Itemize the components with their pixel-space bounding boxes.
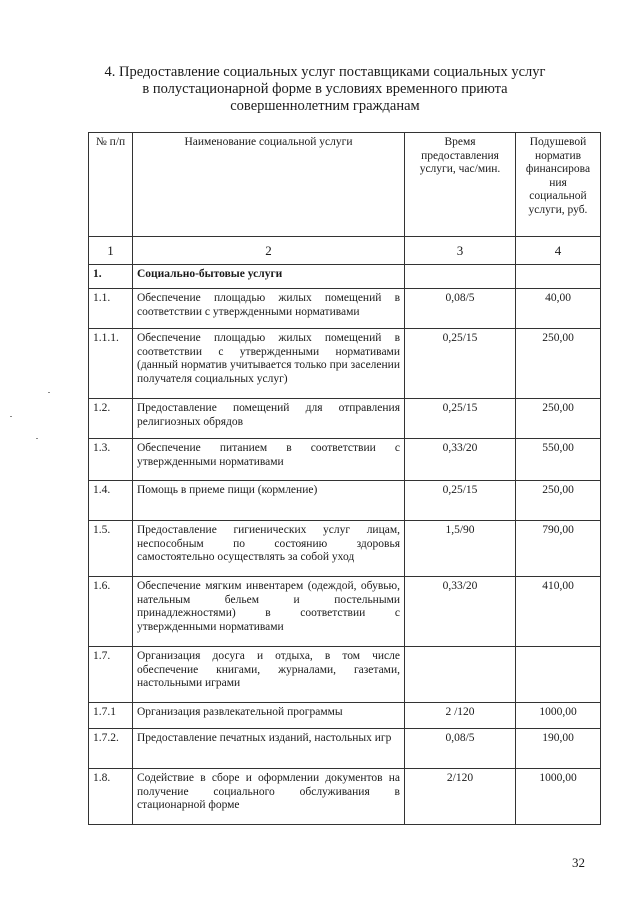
header-num: № п/п	[89, 133, 133, 237]
row-num: 1.1.1.	[89, 329, 133, 399]
row-time: 0,25/15	[405, 399, 516, 439]
column-number: 2	[133, 237, 405, 265]
row-num: 1.4.	[89, 481, 133, 521]
table-row	[89, 647, 601, 703]
scan-speck	[36, 438, 38, 439]
row-time: 0,25/15	[405, 329, 516, 399]
row-time: 1,5/90	[405, 521, 516, 577]
table-row	[89, 729, 601, 769]
row-num: 1.2.	[89, 399, 133, 439]
table-row	[89, 265, 601, 289]
row-name: Содействие в сборе и оформлении документов на получение социального обслуживания в стационарной форме	[133, 769, 405, 825]
row-time: 0,08/5	[405, 729, 516, 769]
page-number: 32	[572, 855, 585, 870]
row-num: 1.5.	[89, 521, 133, 577]
row-cost: 190,00	[516, 729, 601, 769]
row-time	[405, 647, 516, 703]
table-row	[89, 521, 601, 577]
table-row	[89, 289, 601, 329]
row-cost: 250,00	[516, 481, 601, 521]
row-time: 2/120	[405, 769, 516, 825]
row-cost: 1000,00	[516, 769, 601, 825]
row-name: Обеспечение мягким инвентарем (одеждой, обувью, нательным бельем и постельными принадлежностями) в соответствии с утвержденными нормативами	[133, 577, 405, 647]
column-numbers-row	[89, 237, 601, 265]
services-table	[88, 132, 601, 825]
table-row	[89, 329, 601, 399]
row-num: 1.7.	[89, 647, 133, 703]
row-name: Предоставление помещений для отправления религиозных обрядов	[133, 399, 405, 439]
header-time: Время предоставления услуги, час/мин.	[405, 133, 516, 237]
column-number: 3	[405, 237, 516, 265]
scan-speck	[10, 416, 12, 417]
header-cost: Подушевой норматив финансирова ния социальной услуги, руб.	[516, 133, 601, 237]
row-name: Социально-бытовые услуги	[133, 265, 405, 289]
row-num: 1.3.	[89, 439, 133, 481]
row-name: Обеспечение питанием в соответствии с утвержденными нормативами	[133, 439, 405, 481]
row-cost	[516, 265, 601, 289]
row-num: 1.	[89, 265, 133, 289]
row-cost	[516, 647, 601, 703]
row-num: 1.7.1	[89, 703, 133, 729]
table-row	[89, 577, 601, 647]
row-name: Организация развлекательной программы	[133, 703, 405, 729]
row-cost: 790,00	[516, 521, 601, 577]
row-name: Организация досуга и отдыха, в том числе обеспечение книгами, журналами, газетами, настольными играми	[133, 647, 405, 703]
row-name: Предоставление гигиенических услуг лицам, неспособным по состоянию здоровья самостоятельно осуществлять за собой уход	[133, 521, 405, 577]
column-number: 4	[516, 237, 601, 265]
row-cost: 1000,00	[516, 703, 601, 729]
table-row	[89, 481, 601, 521]
row-cost: 250,00	[516, 329, 601, 399]
row-num: 1.6.	[89, 577, 133, 647]
row-cost: 40,00	[516, 289, 601, 329]
row-num: 1.7.2.	[89, 729, 133, 769]
row-time: 0,25/15	[405, 481, 516, 521]
column-number: 1	[89, 237, 133, 265]
header-name: Наименование социальной услуги	[133, 133, 405, 237]
table-row	[89, 439, 601, 481]
document-title: 4. Предоставление социальных услуг поставщиками социальных услуг в полустационарной форме в условиях временного приюта совершеннолетним гражданам	[104, 64, 546, 114]
table-header-row	[89, 133, 601, 237]
row-cost: 550,00	[516, 439, 601, 481]
row-name: Предоставление печатных изданий, настольных игр	[133, 729, 405, 769]
row-num: 1.1.	[89, 289, 133, 329]
row-time	[405, 265, 516, 289]
table-row	[89, 703, 601, 729]
row-name: Обеспечение площадью жилых помещений в соответствии с утвержденными нормативами (данный норматив учитывается только при заселении получателя социальных услуг)	[133, 329, 405, 399]
table-row	[89, 769, 601, 825]
row-time: 0,33/20	[405, 439, 516, 481]
table-row	[89, 399, 601, 439]
row-time: 0,08/5	[405, 289, 516, 329]
row-num: 1.8.	[89, 769, 133, 825]
row-time: 2 /120	[405, 703, 516, 729]
row-cost: 410,00	[516, 577, 601, 647]
row-cost: 250,00	[516, 399, 601, 439]
scan-speck	[48, 392, 50, 393]
row-name: Помощь в приеме пищи (кормление)	[133, 481, 405, 521]
row-name: Обеспечение площадью жилых помещений в соответствии с утвержденными нормативами	[133, 289, 405, 329]
row-time: 0,33/20	[405, 577, 516, 647]
